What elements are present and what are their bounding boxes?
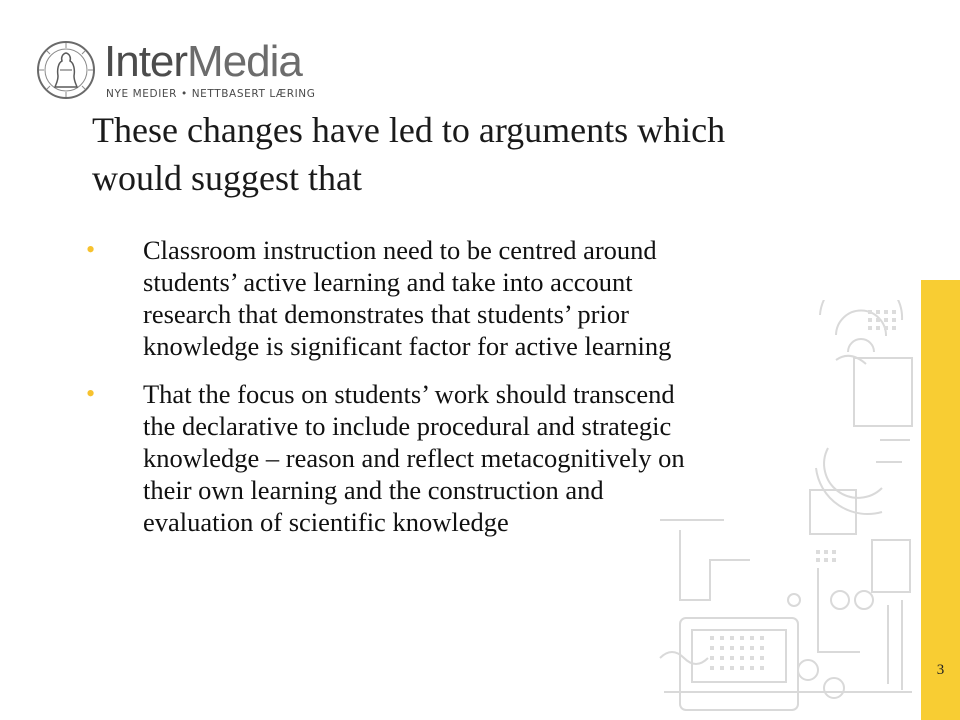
bullet-line: evaluation of scientific knowledge bbox=[143, 507, 509, 537]
bullet-item bbox=[86, 378, 866, 538]
bullet-line: Classroom instruction need to be centred around bbox=[143, 235, 657, 265]
slide-title-line-1: These changes have led to arguments which bbox=[92, 110, 726, 150]
bullet-line: That the focus on students’ work should transcend bbox=[143, 379, 675, 409]
slide-title bbox=[92, 106, 852, 202]
brand-name bbox=[104, 38, 302, 86]
page-number: 3 bbox=[936, 662, 945, 678]
bullet-line: knowledge is significant factor for active learning bbox=[143, 331, 672, 361]
brand-name-part1: Inter bbox=[104, 37, 188, 86]
bullet-marker: • bbox=[86, 379, 96, 408]
bullet-line: knowledge – reason and reflect metacognitively on bbox=[143, 443, 685, 473]
bullet-line: their own learning and the construction and bbox=[143, 475, 604, 505]
accent-bar bbox=[921, 280, 960, 720]
brand-name-part2: Media bbox=[187, 37, 302, 86]
bullet-line: students’ active learning and take into account bbox=[143, 267, 633, 297]
bullet-item bbox=[86, 234, 866, 362]
bullet-line: the declarative to include procedural and strategic bbox=[143, 411, 672, 441]
brand-tagline: NYE MEDIER • NETTBASERT LÆRING bbox=[106, 88, 316, 100]
bullet-line: research that demonstrates that students’ prior bbox=[143, 299, 629, 329]
slide-title-line-2: would suggest that bbox=[92, 158, 362, 198]
bullet-marker: • bbox=[86, 235, 96, 264]
bullet-list bbox=[86, 234, 866, 554]
university-seal-icon bbox=[36, 40, 96, 100]
intermedia-logo bbox=[36, 36, 316, 100]
